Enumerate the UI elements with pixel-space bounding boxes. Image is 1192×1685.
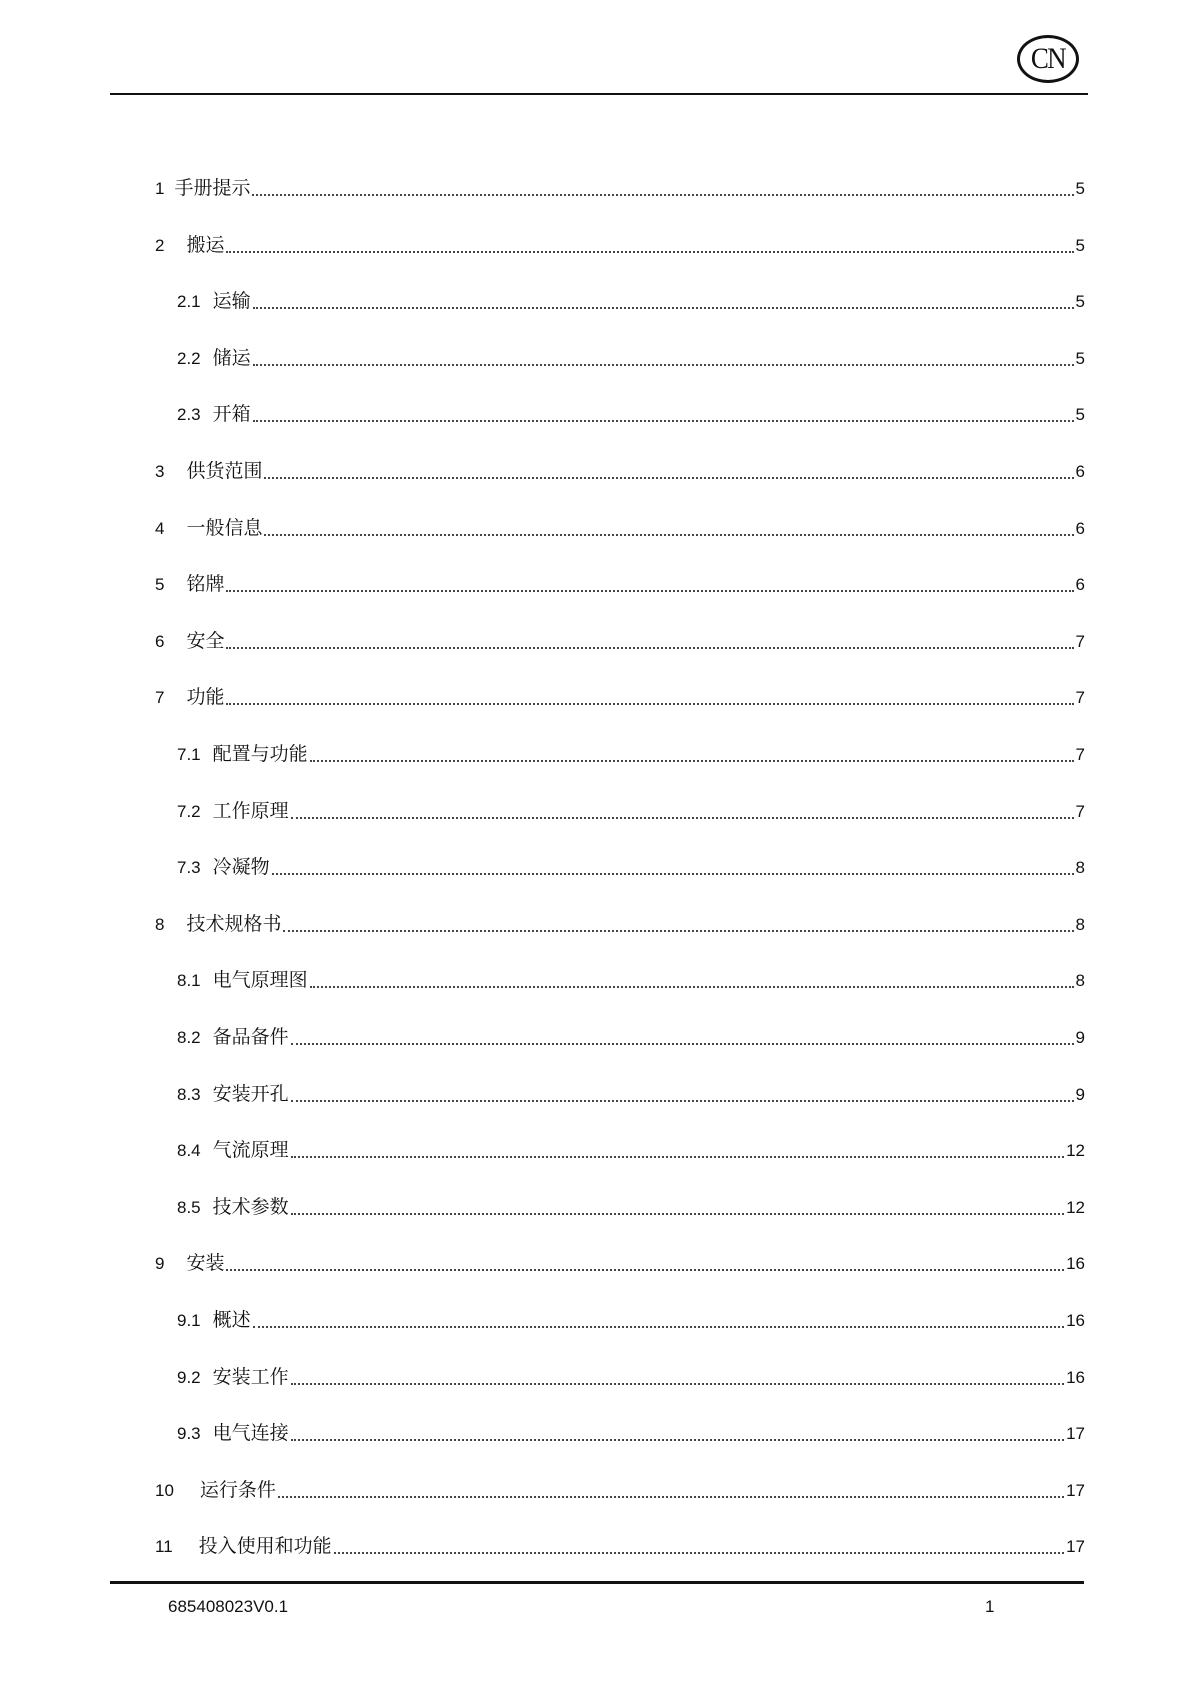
toc-dot-leader	[291, 1213, 1064, 1215]
toc-entry-title: 技术规格书	[186, 913, 282, 935]
toc-dot-leader	[283, 930, 1073, 932]
toc-entry-page: 7	[1075, 745, 1085, 764]
toc-entry-number: 2.2	[177, 348, 201, 368]
toc-dot-leader	[253, 1326, 1064, 1328]
toc-entry-page: 7	[1075, 801, 1085, 821]
toc-entry[interactable]	[177, 281, 1085, 313]
toc-entry-title: 电气连接	[212, 1423, 289, 1445]
toc-entry[interactable]	[177, 1413, 1085, 1445]
toc-entry[interactable]	[155, 904, 1085, 936]
toc-entry-number: 8.5	[177, 1197, 201, 1217]
footer-divider	[110, 1581, 1084, 1584]
toc-entry-number: 8	[155, 914, 165, 934]
toc-dot-leader	[291, 1156, 1064, 1158]
toc-entry-number: 9	[155, 1254, 165, 1274]
toc-entry-page: 5	[1075, 405, 1085, 425]
toc-entry[interactable]	[177, 1130, 1085, 1162]
toc-entry-title: 工作原理	[212, 800, 289, 822]
cn-logo	[1017, 35, 1079, 83]
toc-entry-title: 手册提示	[174, 178, 251, 199]
toc-dot-leader	[253, 420, 1074, 422]
toc-dot-leader	[226, 703, 1073, 705]
toc-dot-leader	[253, 307, 1074, 309]
toc-entry[interactable]	[177, 847, 1085, 879]
toc-entry-title: 电气原理图	[212, 970, 308, 992]
toc-entry-page: 17	[1066, 1424, 1085, 1444]
toc-entry-page: 8	[1075, 858, 1085, 878]
toc-entry-title: 技术参数	[212, 1196, 289, 1218]
toc-dot-leader	[226, 590, 1073, 592]
toc-entry-page: 8	[1075, 914, 1085, 934]
toc-entry-title: 安装开孔	[212, 1083, 289, 1105]
toc-entry-number: 8.1	[177, 971, 201, 991]
toc-dot-leader	[291, 1043, 1074, 1045]
toc-entry[interactable]	[155, 225, 1085, 257]
toc-dot-leader	[252, 194, 1073, 196]
toc-entry[interactable]	[177, 734, 1085, 766]
toc-entry[interactable]	[155, 621, 1085, 653]
toc-dot-leader	[310, 986, 1074, 988]
toc-entry[interactable]	[177, 1017, 1085, 1049]
toc-entry-page: 17	[1066, 1537, 1085, 1557]
header-divider	[110, 93, 1088, 95]
toc-entry[interactable]	[177, 1187, 1085, 1219]
toc-entry-page: 16	[1066, 1254, 1085, 1274]
logo-text: CN	[1031, 42, 1065, 75]
toc-dot-leader	[253, 364, 1074, 366]
toc-entry[interactable]	[155, 451, 1085, 483]
toc-entry-title: 储运	[212, 347, 251, 369]
toc-entry-page: 7	[1075, 688, 1085, 708]
toc-entry-number: 7.3	[177, 858, 201, 878]
toc-entry[interactable]	[155, 564, 1085, 596]
toc-entry-title: 投入使用和功能	[198, 1536, 332, 1558]
toc-entry-number: 3	[155, 462, 165, 481]
toc-dot-leader	[226, 251, 1073, 253]
toc-dot-leader	[291, 1439, 1064, 1441]
toc-entry-page: 16	[1066, 1367, 1085, 1387]
toc-entry-title: 功能	[186, 687, 225, 709]
toc-entry-title: 配置与功能	[212, 744, 308, 765]
toc-entry[interactable]	[155, 508, 1085, 540]
toc-entry-title: 铭牌	[186, 574, 225, 596]
toc-entry-number: 9.2	[177, 1367, 201, 1387]
toc-dot-leader	[291, 817, 1074, 819]
toc-entry-page: 7	[1075, 631, 1085, 651]
toc-entry-page: 12	[1066, 1141, 1085, 1161]
toc-entry-title: 开箱	[212, 404, 251, 426]
toc-entry-title: 备品备件	[212, 1027, 289, 1048]
toc-entry-page: 9	[1075, 1028, 1085, 1047]
toc-entry-title: 安装工作	[212, 1366, 289, 1388]
toc-entry[interactable]	[177, 1074, 1085, 1106]
toc-dot-leader	[334, 1552, 1064, 1554]
toc-entry-number: 7.1	[177, 745, 201, 764]
toc-entry-page: 5	[1075, 292, 1085, 312]
toc-entry-page: 16	[1066, 1311, 1085, 1330]
toc-entry[interactable]	[177, 1357, 1085, 1389]
toc-dot-leader	[226, 647, 1073, 649]
toc-entry-number: 7	[155, 688, 165, 708]
toc-entry[interactable]	[177, 394, 1085, 426]
toc-entry-number: 2.3	[177, 405, 201, 425]
toc-entry-title: 安全	[186, 630, 225, 652]
toc-entry[interactable]	[155, 677, 1085, 709]
toc-entry[interactable]	[155, 1470, 1085, 1502]
toc-dot-leader	[291, 1383, 1064, 1385]
toc-entry[interactable]	[155, 1243, 1085, 1275]
toc-entry[interactable]	[155, 1526, 1085, 1558]
toc-entry-title: 安装	[186, 1253, 225, 1275]
toc-entry-title: 冷凝物	[212, 857, 270, 879]
toc-entry-title: 运行条件	[199, 1479, 276, 1501]
toc-dot-leader	[264, 477, 1073, 479]
page-number: 1	[985, 1597, 995, 1616]
toc-entry-number: 7.2	[177, 801, 201, 821]
toc-entry-title: 搬运	[186, 234, 225, 256]
toc-entry[interactable]	[177, 960, 1085, 992]
toc-entry-number: 9.3	[177, 1424, 201, 1444]
toc-entry-number: 2	[155, 235, 165, 255]
document-number: 685408023V0.1	[168, 1597, 289, 1616]
toc-entry-page: 5	[1075, 348, 1085, 368]
toc-entry-page: 6	[1075, 518, 1085, 538]
toc-entry-number: 6	[155, 631, 165, 651]
toc-entry-title: 供货范围	[186, 461, 263, 482]
toc-entry[interactable]	[155, 168, 1085, 200]
toc-dot-leader	[310, 760, 1074, 762]
toc-entry-title: 概述	[212, 1310, 251, 1331]
toc-entry-number: 10	[155, 1480, 174, 1500]
toc-entry-page: 6	[1075, 575, 1085, 595]
toc-entry-title: 一般信息	[186, 517, 263, 539]
toc-dot-leader	[226, 1269, 1064, 1271]
toc-entry-page: 17	[1066, 1480, 1085, 1500]
toc-entry[interactable]	[177, 791, 1085, 823]
toc-entry-title: 运输	[212, 291, 251, 313]
toc-entry-number: 11	[155, 1537, 173, 1557]
toc-entry-number: 9.1	[177, 1311, 201, 1330]
toc-dot-leader	[272, 873, 1074, 875]
toc-entry-number: 8.3	[177, 1084, 201, 1104]
toc-entry-number: 4	[155, 518, 165, 538]
toc-entry-number: 8.4	[177, 1141, 201, 1161]
toc-entry-page: 8	[1075, 971, 1085, 991]
toc-entry-number: 8.2	[177, 1028, 201, 1047]
toc-entry-number: 5	[155, 575, 165, 595]
toc-dot-leader	[278, 1496, 1064, 1498]
toc-entry-number: 1	[155, 179, 165, 198]
toc-entry-title: 气流原理	[212, 1140, 289, 1162]
toc-entry-page: 12	[1066, 1197, 1085, 1217]
toc-entry-page: 6	[1075, 462, 1085, 481]
toc-entry[interactable]	[177, 1300, 1085, 1332]
toc-entry-page: 5	[1075, 179, 1085, 198]
toc-entry-page: 5	[1075, 235, 1085, 255]
toc-dot-leader	[291, 1100, 1074, 1102]
toc-entry[interactable]	[177, 338, 1085, 370]
toc-dot-leader	[264, 534, 1073, 536]
toc-entry-number: 2.1	[177, 292, 201, 312]
toc-entry-page: 9	[1075, 1084, 1085, 1104]
